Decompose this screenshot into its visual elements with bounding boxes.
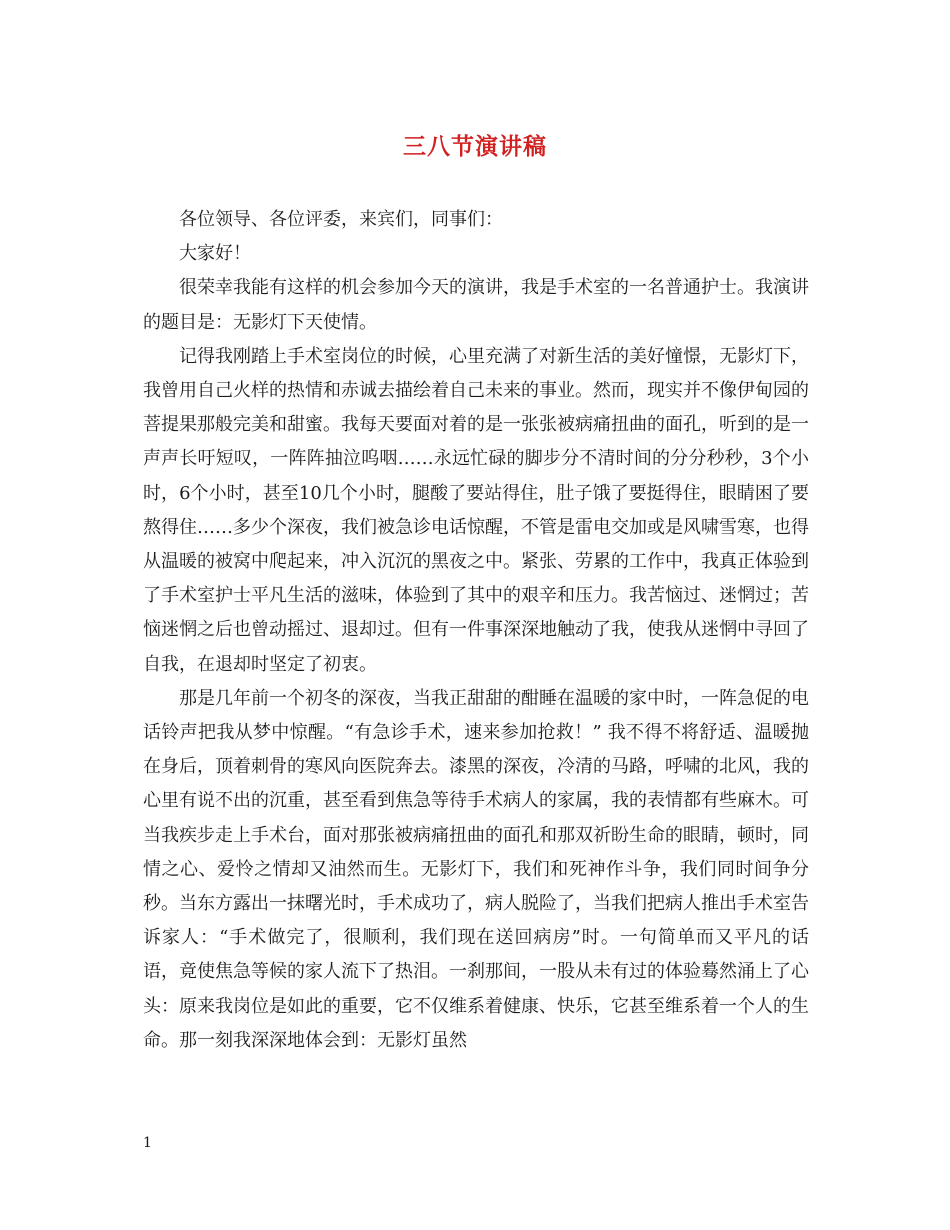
document-body — [143, 203, 809, 1058]
page-number: 1 — [143, 1135, 152, 1151]
story-paragraph: 那是几年前一个初冬的深夜，当我正甜甜的酣睡在温暖的家中时，一阵急促的电话铃声把我从梦中惊醒。“有急诊手术，速来参加抢救！” 我不得不将舒适、温暖抛在身后，顶着刺骨的寒风向医院奔去。漆黑的深夜，冷清的马路，呼啸的北风，我的心里有说不出的沉重，甚至看到焦急等待手术病人的家属，我的表情都有些麻木。可当我疾步走上手术台，面对那张被病痛扭曲的面孔和那双祈盼生命的眼睛，顿时，同情之心、爱怜之情却又油然而生。无影灯下，我们和死神作斗争，我们同时间争分秒。当东方露出一抹曙光时，手术成功了，病人脱险了，当我们把病人推出手术室告诉家人：“手术做完了，很顺利，我们现在送回病房”时。一句简单而又平凡的话语，竟使焦急等候的家人流下了热泪。一刹那间，一股从未有过的体验蓦然涌上了心头：原来我岗位是如此的重要，它不仅维系着健康、快乐，它甚至维系着一个人的生命。那一刻我深深地体会到：无影灯虽然 — [143, 687, 809, 1051]
greeting-paragraph: 大家好！ — [179, 243, 251, 265]
salutation-paragraph: 各位领导、各位评委，来宾们，同事们： — [179, 209, 503, 230]
memory-paragraph: 记得我刚踏上手术室岗位的时候，心里充满了对新生活的美好憧憬，无影灯下，我曾用自己火样的热情和赤诚去描绘着自己未来的事业。然而，现实并不像伊甸园的菩提果那般完美和甜蜜。我每天要面对着的是一张张被病痛扭曲的面孔，听到的是一声声长吁短叹，一阵阵抽泣呜咽……永远忙碌的脚步分不清时间的分分秒秒，3个小时，6个小时，甚至10几个小时，腿酸了要站得住，肚子饿了要挺得住，眼睛困了要熬得住……多少个深夜，我们被急诊电话惊醒，不管是雷电交加或是风啸雪寒，也得从温暖的被窝中爬起来，冲入沉沉的黑夜之中。紧张、劳累的工作中，我真正体验到了手术室护士平凡生活的滋味，体验到了其中的艰辛和压力。我苦恼过、迷惘过；苦恼迷惘之后也曾动摇过、退却过。但有一件事深深地触动了我，使我从迷惘中寻回了自我，在退却时坚定了初衷。 — [143, 345, 809, 675]
document-title: 三八节演讲稿 — [403, 134, 547, 160]
intro-paragraph: 很荣幸我能有这样的机会参加今天的演讲，我是手术室的一名普通护士。我演讲的题目是：无影灯下天使情。 — [143, 277, 809, 333]
